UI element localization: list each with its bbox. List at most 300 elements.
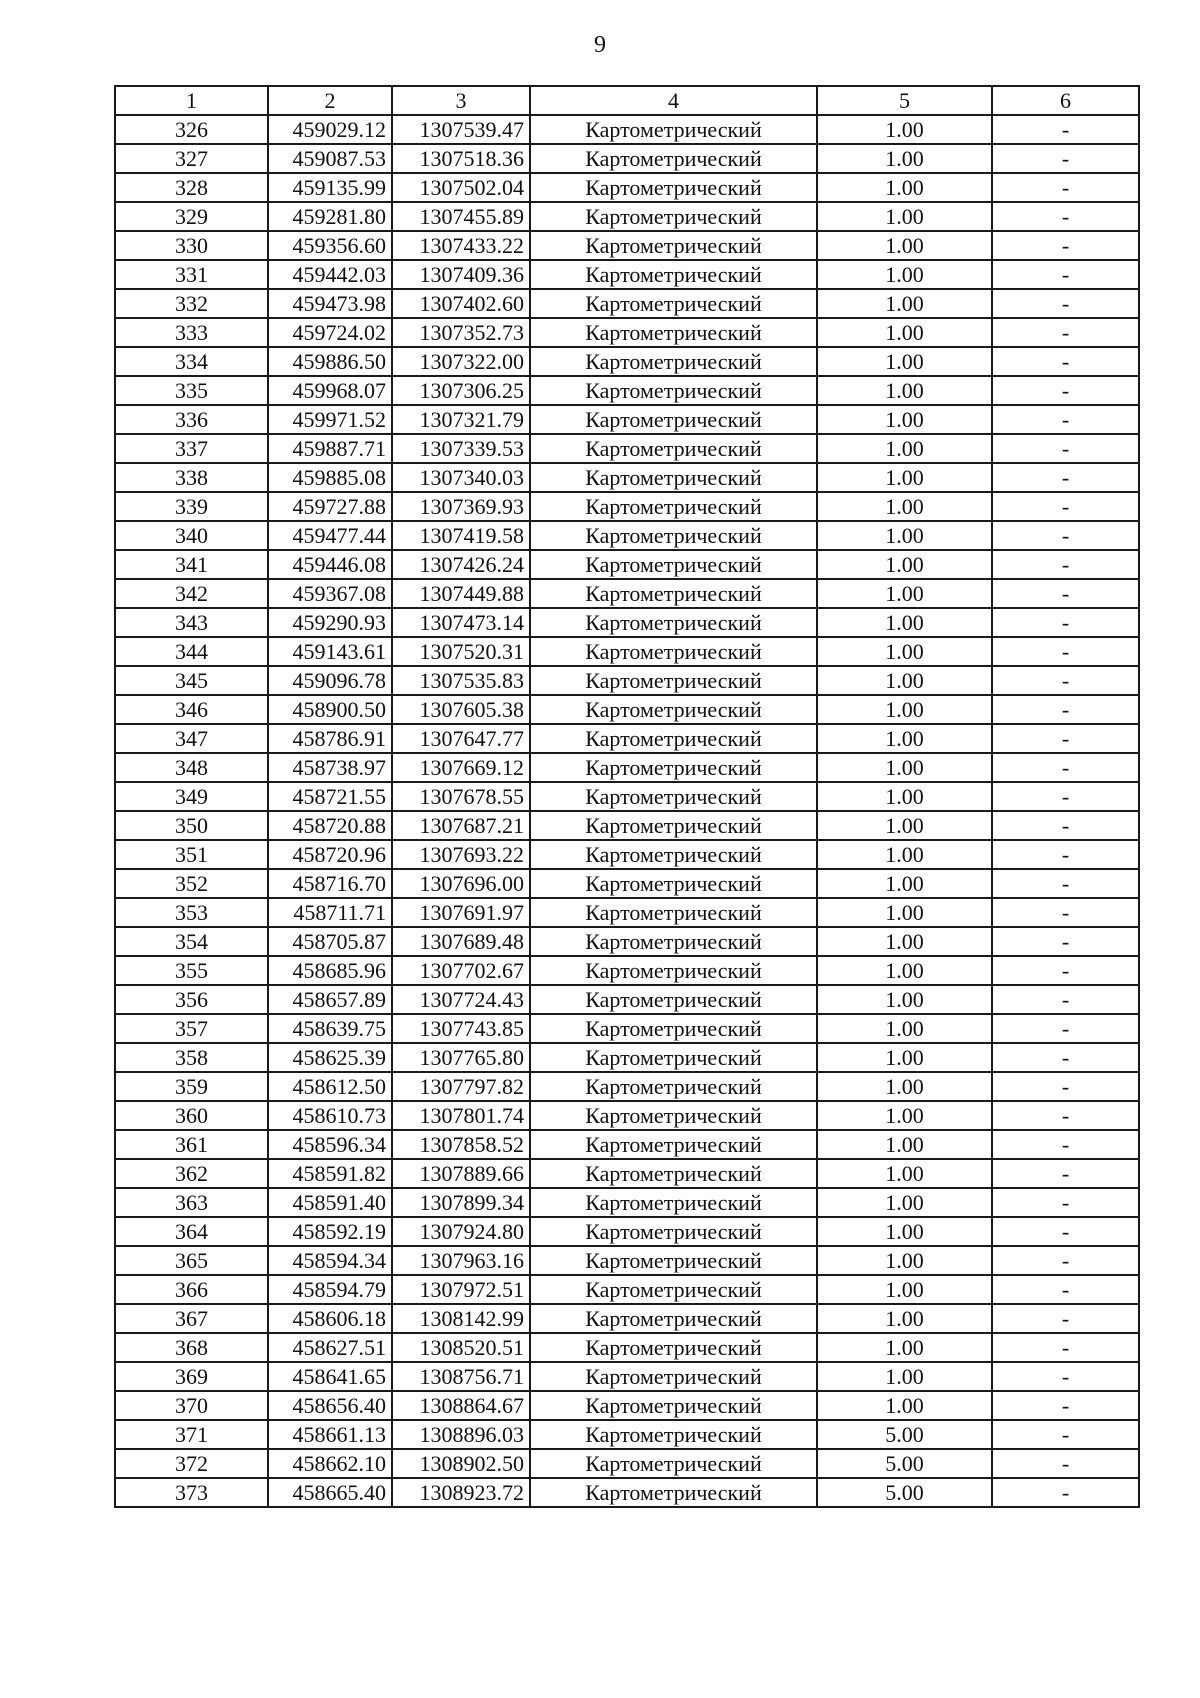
method-cell: Картометрический	[530, 898, 817, 927]
accuracy-cell: 1.00	[817, 1275, 992, 1304]
coordinates-table	[114, 85, 1140, 1508]
point-number-cell: 372	[115, 1449, 268, 1478]
method-cell: Картометрический	[530, 579, 817, 608]
note-cell: -	[992, 1391, 1139, 1420]
coord-x-cell: 458610.73	[268, 1101, 392, 1130]
table-row	[115, 1275, 1139, 1304]
accuracy-cell: 1.00	[817, 550, 992, 579]
method-cell: Картометрический	[530, 492, 817, 521]
table-row	[115, 1188, 1139, 1217]
coord-x-cell: 458591.82	[268, 1159, 392, 1188]
point-number-cell: 353	[115, 898, 268, 927]
table-row	[115, 1217, 1139, 1246]
point-number-cell: 343	[115, 608, 268, 637]
header-col-1: 1	[115, 86, 268, 115]
coord-y-cell: 1308520.51	[392, 1333, 530, 1362]
method-cell: Картометрический	[530, 753, 817, 782]
header-col-6: 6	[992, 86, 1139, 115]
coord-x-cell: 458738.97	[268, 753, 392, 782]
note-cell: -	[992, 1275, 1139, 1304]
table-row	[115, 1014, 1139, 1043]
note-cell: -	[992, 521, 1139, 550]
method-cell: Картометрический	[530, 260, 817, 289]
method-cell: Картометрический	[530, 811, 817, 840]
point-number-cell: 354	[115, 927, 268, 956]
method-cell: Картометрический	[530, 1362, 817, 1391]
point-number-cell: 349	[115, 782, 268, 811]
accuracy-cell: 1.00	[817, 260, 992, 289]
table-row	[115, 1246, 1139, 1275]
note-cell: -	[992, 985, 1139, 1014]
accuracy-cell: 1.00	[817, 840, 992, 869]
accuracy-cell: 1.00	[817, 1130, 992, 1159]
method-cell: Картометрический	[530, 608, 817, 637]
coord-x-cell: 458720.96	[268, 840, 392, 869]
accuracy-cell: 5.00	[817, 1449, 992, 1478]
coord-x-cell: 459727.88	[268, 492, 392, 521]
point-number-cell: 348	[115, 753, 268, 782]
point-number-cell: 350	[115, 811, 268, 840]
coord-y-cell: 1307691.97	[392, 898, 530, 927]
accuracy-cell: 1.00	[817, 1043, 992, 1072]
accuracy-cell: 1.00	[817, 1101, 992, 1130]
point-number-cell: 333	[115, 318, 268, 347]
table-row	[115, 608, 1139, 637]
table-row	[115, 840, 1139, 869]
accuracy-cell: 1.00	[817, 202, 992, 231]
accuracy-cell: 1.00	[817, 463, 992, 492]
point-number-cell: 362	[115, 1159, 268, 1188]
header-row	[115, 86, 1139, 115]
page-number: 9	[594, 32, 606, 58]
coord-y-cell: 1308142.99	[392, 1304, 530, 1333]
point-number-cell: 371	[115, 1420, 268, 1449]
note-cell: -	[992, 1246, 1139, 1275]
method-cell: Картометрический	[530, 1420, 817, 1449]
note-cell: -	[992, 434, 1139, 463]
note-cell: -	[992, 405, 1139, 434]
method-cell: Картометрический	[530, 637, 817, 666]
table-row	[115, 724, 1139, 753]
coord-x-cell: 458641.65	[268, 1362, 392, 1391]
accuracy-cell: 1.00	[817, 1217, 992, 1246]
accuracy-cell: 5.00	[817, 1420, 992, 1449]
note-cell: -	[992, 231, 1139, 260]
coord-y-cell: 1307502.04	[392, 173, 530, 202]
note-cell: -	[992, 289, 1139, 318]
table-row	[115, 579, 1139, 608]
coord-x-cell: 458786.91	[268, 724, 392, 753]
note-cell: -	[992, 463, 1139, 492]
accuracy-cell: 1.00	[817, 1391, 992, 1420]
coord-y-cell: 1307963.16	[392, 1246, 530, 1275]
point-number-cell: 370	[115, 1391, 268, 1420]
method-cell: Картометрический	[530, 1043, 817, 1072]
accuracy-cell: 1.00	[817, 1014, 992, 1043]
coord-y-cell: 1307409.36	[392, 260, 530, 289]
note-cell: -	[992, 376, 1139, 405]
table-row	[115, 869, 1139, 898]
point-number-cell: 334	[115, 347, 268, 376]
note-cell: -	[992, 1449, 1139, 1478]
note-cell: -	[992, 1333, 1139, 1362]
method-cell: Картометрический	[530, 202, 817, 231]
note-cell: -	[992, 637, 1139, 666]
table-row	[115, 985, 1139, 1014]
accuracy-cell: 1.00	[817, 956, 992, 985]
table-row	[115, 1478, 1139, 1507]
point-number-cell: 358	[115, 1043, 268, 1072]
coord-x-cell: 459096.78	[268, 666, 392, 695]
header-col-4: 4	[530, 86, 817, 115]
table-row	[115, 521, 1139, 550]
point-number-cell: 330	[115, 231, 268, 260]
note-cell: -	[992, 318, 1139, 347]
accuracy-cell: 1.00	[817, 347, 992, 376]
point-number-cell: 341	[115, 550, 268, 579]
coord-x-cell: 458612.50	[268, 1072, 392, 1101]
point-number-cell: 329	[115, 202, 268, 231]
note-cell: -	[992, 492, 1139, 521]
coord-x-cell: 458639.75	[268, 1014, 392, 1043]
table-row	[115, 550, 1139, 579]
table-row	[115, 1101, 1139, 1130]
coord-y-cell: 1307518.36	[392, 144, 530, 173]
coord-x-cell: 459281.80	[268, 202, 392, 231]
accuracy-cell: 1.00	[817, 811, 992, 840]
table-row	[115, 956, 1139, 985]
accuracy-cell: 1.00	[817, 1362, 992, 1391]
coord-y-cell: 1308756.71	[392, 1362, 530, 1391]
coord-x-cell: 458594.79	[268, 1275, 392, 1304]
coord-y-cell: 1307687.21	[392, 811, 530, 840]
coord-y-cell: 1307455.89	[392, 202, 530, 231]
method-cell: Картометрический	[530, 1333, 817, 1362]
coord-y-cell: 1308902.50	[392, 1449, 530, 1478]
method-cell: Картометрический	[530, 956, 817, 985]
coord-y-cell: 1307801.74	[392, 1101, 530, 1130]
table-row	[115, 231, 1139, 260]
coord-y-cell: 1307340.03	[392, 463, 530, 492]
coord-x-cell: 459135.99	[268, 173, 392, 202]
point-number-cell: 365	[115, 1246, 268, 1275]
accuracy-cell: 1.00	[817, 869, 992, 898]
point-number-cell: 337	[115, 434, 268, 463]
table-row	[115, 753, 1139, 782]
coord-x-cell: 458711.71	[268, 898, 392, 927]
table-row	[115, 637, 1139, 666]
point-number-cell: 342	[115, 579, 268, 608]
coord-x-cell: 458685.96	[268, 956, 392, 985]
method-cell: Картометрический	[530, 463, 817, 492]
accuracy-cell: 1.00	[817, 927, 992, 956]
table-row	[115, 898, 1139, 927]
coord-x-cell: 458662.10	[268, 1449, 392, 1478]
table-row	[115, 115, 1139, 144]
point-number-cell: 339	[115, 492, 268, 521]
point-number-cell: 355	[115, 956, 268, 985]
coord-x-cell: 459442.03	[268, 260, 392, 289]
table-row	[115, 202, 1139, 231]
table-row	[115, 782, 1139, 811]
accuracy-cell: 1.00	[817, 579, 992, 608]
coord-y-cell: 1307797.82	[392, 1072, 530, 1101]
note-cell: -	[992, 347, 1139, 376]
table-body	[115, 115, 1139, 1507]
point-number-cell: 347	[115, 724, 268, 753]
method-cell: Картометрический	[530, 869, 817, 898]
coord-y-cell: 1307647.77	[392, 724, 530, 753]
note-cell: -	[992, 260, 1139, 289]
point-number-cell: 346	[115, 695, 268, 724]
coord-x-cell: 459885.08	[268, 463, 392, 492]
coord-y-cell: 1307535.83	[392, 666, 530, 695]
method-cell: Картометрический	[530, 724, 817, 753]
table-row	[115, 1449, 1139, 1478]
point-number-cell: 357	[115, 1014, 268, 1043]
method-cell: Картометрический	[530, 231, 817, 260]
accuracy-cell: 1.00	[817, 1246, 992, 1275]
method-cell: Картометрический	[530, 1275, 817, 1304]
coord-x-cell: 459446.08	[268, 550, 392, 579]
table-row	[115, 811, 1139, 840]
table-row	[115, 376, 1139, 405]
note-cell: -	[992, 608, 1139, 637]
accuracy-cell: 1.00	[817, 405, 992, 434]
point-number-cell: 352	[115, 869, 268, 898]
table-row	[115, 1362, 1139, 1391]
method-cell: Картометрический	[530, 1101, 817, 1130]
table-row	[115, 318, 1139, 347]
note-cell: -	[992, 202, 1139, 231]
point-number-cell: 326	[115, 115, 268, 144]
accuracy-cell: 1.00	[817, 666, 992, 695]
point-number-cell: 356	[115, 985, 268, 1014]
note-cell: -	[992, 1014, 1139, 1043]
coord-x-cell: 459143.61	[268, 637, 392, 666]
note-cell: -	[992, 1101, 1139, 1130]
note-cell: -	[992, 1159, 1139, 1188]
coord-y-cell: 1307402.60	[392, 289, 530, 318]
coord-y-cell: 1307322.00	[392, 347, 530, 376]
coord-y-cell: 1307605.38	[392, 695, 530, 724]
coord-x-cell: 459886.50	[268, 347, 392, 376]
point-number-cell: 344	[115, 637, 268, 666]
table-row	[115, 434, 1139, 463]
coord-x-cell: 459367.08	[268, 579, 392, 608]
method-cell: Картометрический	[530, 115, 817, 144]
point-number-cell: 373	[115, 1478, 268, 1507]
method-cell: Картометрический	[530, 405, 817, 434]
note-cell: -	[992, 666, 1139, 695]
accuracy-cell: 1.00	[817, 318, 992, 347]
accuracy-cell: 1.00	[817, 1304, 992, 1333]
point-number-cell: 338	[115, 463, 268, 492]
coord-y-cell: 1307539.47	[392, 115, 530, 144]
method-cell: Картометрический	[530, 1188, 817, 1217]
note-cell: -	[992, 753, 1139, 782]
table-row	[115, 1130, 1139, 1159]
coord-y-cell: 1307724.43	[392, 985, 530, 1014]
method-cell: Картометрический	[530, 1391, 817, 1420]
note-cell: -	[992, 695, 1139, 724]
accuracy-cell: 1.00	[817, 1159, 992, 1188]
coord-y-cell: 1307473.14	[392, 608, 530, 637]
note-cell: -	[992, 956, 1139, 985]
point-number-cell: 368	[115, 1333, 268, 1362]
table-header	[115, 86, 1139, 115]
table-row	[115, 463, 1139, 492]
note-cell: -	[992, 811, 1139, 840]
method-cell: Картометрический	[530, 550, 817, 579]
accuracy-cell: 1.00	[817, 753, 992, 782]
coord-x-cell: 459473.98	[268, 289, 392, 318]
coord-y-cell: 1307972.51	[392, 1275, 530, 1304]
point-number-cell: 335	[115, 376, 268, 405]
accuracy-cell: 1.00	[817, 521, 992, 550]
coord-y-cell: 1307858.52	[392, 1130, 530, 1159]
point-number-cell: 364	[115, 1217, 268, 1246]
coord-y-cell: 1307426.24	[392, 550, 530, 579]
accuracy-cell: 1.00	[817, 1333, 992, 1362]
method-cell: Картометрический	[530, 1304, 817, 1333]
table-row	[115, 695, 1139, 724]
coord-x-cell: 458900.50	[268, 695, 392, 724]
method-cell: Картометрический	[530, 521, 817, 550]
point-number-cell: 336	[115, 405, 268, 434]
coord-y-cell: 1307696.00	[392, 869, 530, 898]
note-cell: -	[992, 1188, 1139, 1217]
coord-x-cell: 458594.34	[268, 1246, 392, 1275]
point-number-cell: 345	[115, 666, 268, 695]
coord-y-cell: 1307889.66	[392, 1159, 530, 1188]
method-cell: Картометрический	[530, 1130, 817, 1159]
table-row	[115, 492, 1139, 521]
point-number-cell: 327	[115, 144, 268, 173]
accuracy-cell: 1.00	[817, 985, 992, 1014]
accuracy-cell: 1.00	[817, 782, 992, 811]
note-cell: -	[992, 579, 1139, 608]
method-cell: Картометрический	[530, 434, 817, 463]
coord-y-cell: 1307765.80	[392, 1043, 530, 1072]
method-cell: Картометрический	[530, 289, 817, 318]
note-cell: -	[992, 927, 1139, 956]
point-number-cell: 369	[115, 1362, 268, 1391]
accuracy-cell: 1.00	[817, 492, 992, 521]
note-cell: -	[992, 898, 1139, 927]
table-row	[115, 1333, 1139, 1362]
coord-x-cell: 458716.70	[268, 869, 392, 898]
note-cell: -	[992, 1362, 1139, 1391]
point-number-cell: 359	[115, 1072, 268, 1101]
note-cell: -	[992, 550, 1139, 579]
method-cell: Картометрический	[530, 144, 817, 173]
method-cell: Картометрический	[530, 695, 817, 724]
note-cell: -	[992, 144, 1139, 173]
coord-x-cell: 459290.93	[268, 608, 392, 637]
coord-x-cell: 458592.19	[268, 1217, 392, 1246]
note-cell: -	[992, 173, 1139, 202]
coord-x-cell: 459356.60	[268, 231, 392, 260]
method-cell: Картометрический	[530, 1159, 817, 1188]
table-row	[115, 289, 1139, 318]
coord-y-cell: 1307743.85	[392, 1014, 530, 1043]
note-cell: -	[992, 1304, 1139, 1333]
accuracy-cell: 1.00	[817, 898, 992, 927]
accuracy-cell: 1.00	[817, 115, 992, 144]
coord-y-cell: 1307678.55	[392, 782, 530, 811]
table-row	[115, 927, 1139, 956]
point-number-cell: 351	[115, 840, 268, 869]
method-cell: Картометрический	[530, 840, 817, 869]
coord-x-cell: 459724.02	[268, 318, 392, 347]
coord-x-cell: 458591.40	[268, 1188, 392, 1217]
coord-y-cell: 1307306.25	[392, 376, 530, 405]
coord-x-cell: 458656.40	[268, 1391, 392, 1420]
table-row	[115, 666, 1139, 695]
accuracy-cell: 1.00	[817, 724, 992, 753]
coord-x-cell: 458661.13	[268, 1420, 392, 1449]
table-row	[115, 405, 1139, 434]
method-cell: Картометрический	[530, 1072, 817, 1101]
coord-y-cell: 1307449.88	[392, 579, 530, 608]
point-number-cell: 363	[115, 1188, 268, 1217]
table-row	[115, 1420, 1139, 1449]
accuracy-cell: 1.00	[817, 289, 992, 318]
note-cell: -	[992, 1130, 1139, 1159]
coord-y-cell: 1307702.67	[392, 956, 530, 985]
coord-y-cell: 1307339.53	[392, 434, 530, 463]
header-col-5: 5	[817, 86, 992, 115]
accuracy-cell: 1.00	[817, 1072, 992, 1101]
note-cell: -	[992, 782, 1139, 811]
point-number-cell: 331	[115, 260, 268, 289]
coord-y-cell: 1307433.22	[392, 231, 530, 260]
header-col-2: 2	[268, 86, 392, 115]
coord-y-cell: 1308864.67	[392, 1391, 530, 1420]
coord-x-cell: 459887.71	[268, 434, 392, 463]
point-number-cell: 340	[115, 521, 268, 550]
method-cell: Картометрический	[530, 1478, 817, 1507]
coord-x-cell: 458721.55	[268, 782, 392, 811]
accuracy-cell: 1.00	[817, 173, 992, 202]
coord-y-cell: 1307321.79	[392, 405, 530, 434]
coord-y-cell: 1307689.48	[392, 927, 530, 956]
note-cell: -	[992, 1478, 1139, 1507]
method-cell: Картометрический	[530, 1217, 817, 1246]
accuracy-cell: 5.00	[817, 1478, 992, 1507]
method-cell: Картометрический	[530, 318, 817, 347]
note-cell: -	[992, 1420, 1139, 1449]
coord-x-cell: 458720.88	[268, 811, 392, 840]
coord-y-cell: 1307520.31	[392, 637, 530, 666]
accuracy-cell: 1.00	[817, 376, 992, 405]
method-cell: Картометрический	[530, 1246, 817, 1275]
note-cell: -	[992, 869, 1139, 898]
coord-y-cell: 1307669.12	[392, 753, 530, 782]
coord-x-cell: 458625.39	[268, 1043, 392, 1072]
point-number-cell: 366	[115, 1275, 268, 1304]
header-col-3: 3	[392, 86, 530, 115]
coord-x-cell: 459087.53	[268, 144, 392, 173]
method-cell: Картометрический	[530, 173, 817, 202]
table-row	[115, 144, 1139, 173]
table-row	[115, 1159, 1139, 1188]
method-cell: Картометрический	[530, 666, 817, 695]
note-cell: -	[992, 1217, 1139, 1246]
table-row	[115, 260, 1139, 289]
coord-x-cell: 458596.34	[268, 1130, 392, 1159]
